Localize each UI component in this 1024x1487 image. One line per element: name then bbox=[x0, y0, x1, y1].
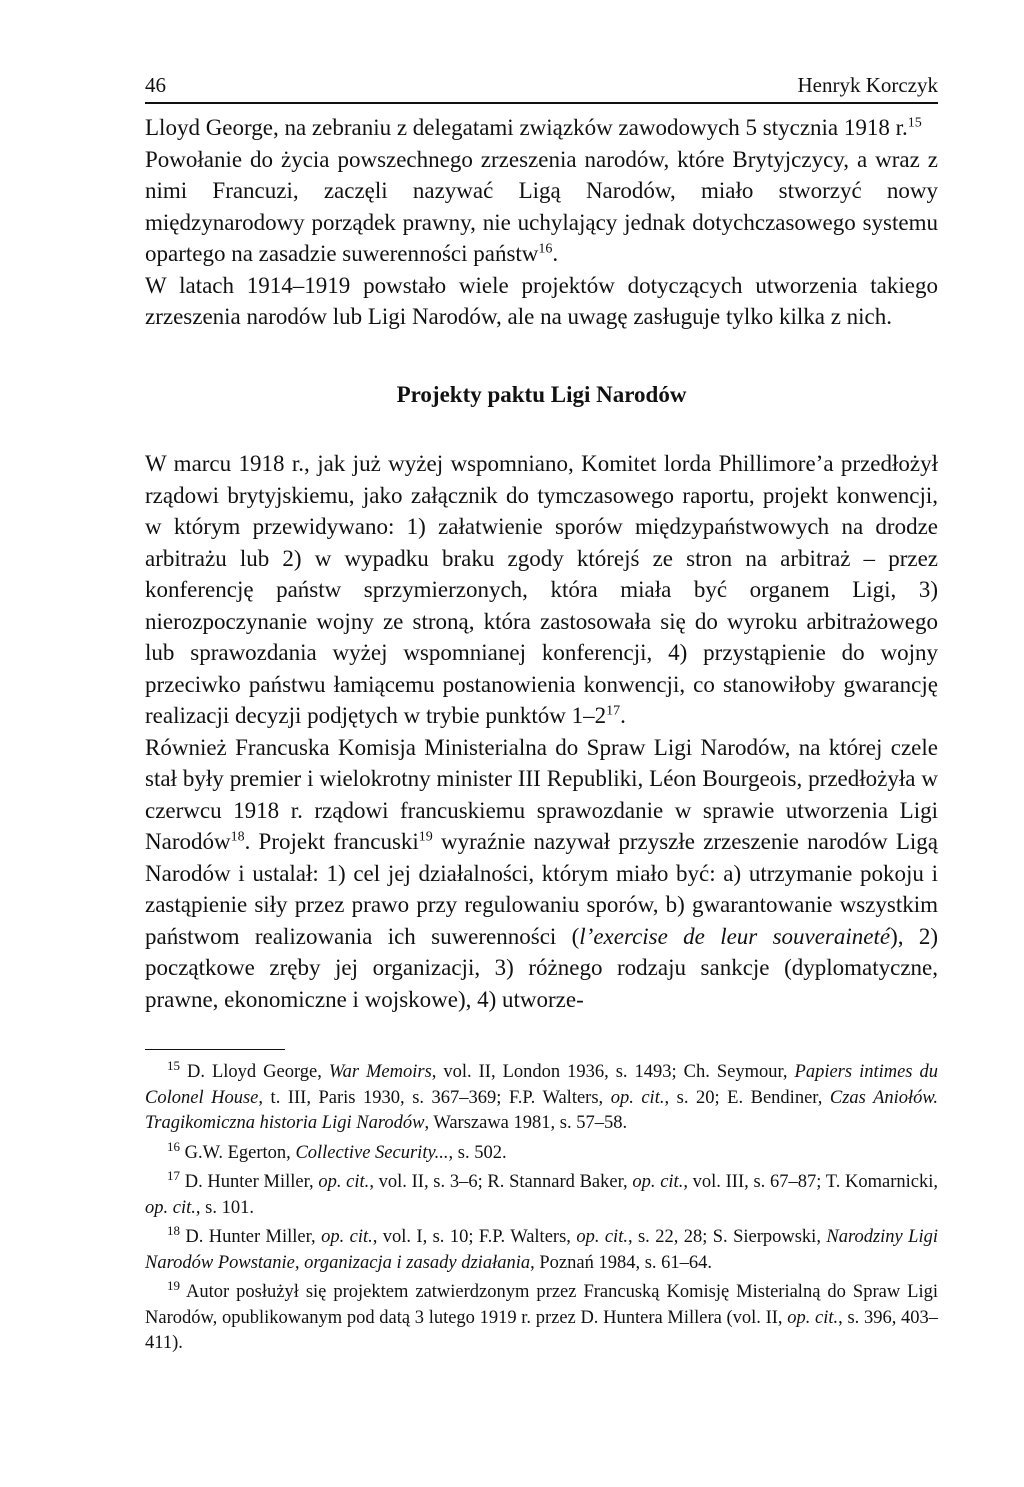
running-title: Henryk Korczyk bbox=[797, 73, 938, 97]
footnote-italic: Narodziny Ligi Narodów Powstanie, organizacja i zasady działania bbox=[145, 1227, 938, 1273]
footnote-text: , s. 101. bbox=[195, 1197, 254, 1218]
footnote-italic: Collective Security... bbox=[295, 1142, 449, 1163]
footnote-italic: op. cit. bbox=[576, 1227, 628, 1247]
page-number: 46 bbox=[145, 73, 166, 97]
footnote-text: , t. III, Paris 1930, s. 367–369; F.P. Walters, bbox=[258, 1087, 611, 1108]
footnote-number: 17 bbox=[167, 1167, 180, 1183]
footnote-number: 15 bbox=[167, 1057, 180, 1073]
footnote-text: , vol. III, s. 67–87; T. Komarnicki, bbox=[683, 1172, 939, 1192]
footnote bbox=[145, 1138, 938, 1167]
paragraph-text: . Projekt francuski bbox=[244, 829, 419, 854]
footnote-ref: 19 bbox=[418, 829, 433, 845]
italic-phrase: l’exercise de leur souveraineté bbox=[579, 923, 891, 949]
main-text bbox=[145, 112, 938, 1015]
paragraph bbox=[145, 732, 938, 1016]
footnote-italic: Papiers intimes du Colonel House bbox=[145, 1062, 938, 1108]
footnote-italic: op. cit. bbox=[145, 1197, 196, 1218]
footnote-number: 19 bbox=[167, 1277, 180, 1293]
footnote-text: , Poznań 1984, s. 61–64. bbox=[530, 1252, 713, 1273]
footnote-ref: 18 bbox=[230, 829, 245, 845]
footnote-text: , vol. II, London 1936, s. 1493; Ch. Seymour, bbox=[431, 1062, 795, 1082]
footnote-separator bbox=[145, 1049, 285, 1050]
footnote-text: , Warszawa 1981, s. 57–58. bbox=[424, 1113, 628, 1133]
footnote-number: 16 bbox=[167, 1138, 180, 1154]
running-header bbox=[145, 72, 938, 104]
footnote bbox=[145, 1057, 938, 1137]
footnote-text: G.W. Egerton, bbox=[184, 1142, 296, 1163]
paragraph bbox=[145, 144, 938, 270]
footnote-italic: War Memoirs bbox=[328, 1062, 432, 1082]
footnote-text: Autor posłużył się projektem zatwierdzonym przez Francuską Komisję Misterialną do Spraw Ligi Narodów, opublikowanym pod datą 3 lutego 1919 r. przez D. Huntera Millera (vol. II, bbox=[145, 1282, 939, 1328]
footnote-italic: op. cit. bbox=[318, 1172, 370, 1192]
footnote-italic: op. cit. bbox=[321, 1227, 373, 1247]
paragraph-text: Lloyd George, na zebraniu z delegatami związków zawodowych 5 stycznia 1918 r. bbox=[145, 115, 908, 140]
footnote-text: , vol. I, s. 10; F.P. Walters, bbox=[372, 1227, 577, 1247]
footnote-text: , s. 22, 28; S. Sierpowski, bbox=[627, 1227, 827, 1247]
footnote-text: , s. 502. bbox=[448, 1142, 507, 1163]
paragraph-text: . bbox=[620, 703, 626, 728]
footnote-text: D. Hunter Miller, bbox=[184, 1172, 319, 1192]
footnote-text: , vol. II, s. 3–6; R. Stannard Baker, bbox=[369, 1172, 633, 1192]
footnote-number: 18 bbox=[167, 1222, 180, 1238]
paragraph-text: W latach 1914–1919 powstało wiele projektów dotyczących utworzenia takiego zrzeszenia narodów lub Ligi Narodów, ale na uwagę zasługuje tylko kilka z nich. bbox=[145, 272, 938, 329]
footnote-italic: Czas Aniołów. Tragikomiczna historia Ligi Narodów bbox=[145, 1087, 938, 1133]
footnote bbox=[145, 1277, 939, 1357]
paragraph-text: . bbox=[552, 241, 559, 266]
footnote-ref: 16 bbox=[538, 241, 553, 257]
footnote-text: , s. 20; E. Bendiner, bbox=[664, 1087, 830, 1108]
document-page bbox=[145, 72, 938, 1361]
footnote-text: D. Hunter Miller, bbox=[185, 1227, 322, 1247]
footnote-ref: 15 bbox=[907, 115, 922, 131]
paragraph-text: Również Francuska Komisja Ministerialna do Spraw Ligi Narodów, na której czele stał były premier i wielokrotny minister III Republiki, Léon Bourgeois, przedłożyła w czerwcu 1918 r. rządowi francuskiemu sprawozdanie w sprawie utworzenia Ligi Narodów bbox=[145, 734, 938, 854]
footnote bbox=[145, 1222, 938, 1276]
footnote-text: , s. 396, 403–411). bbox=[145, 1307, 938, 1353]
paragraph-text: Powołanie do życia powszechnego zrzeszenia narodów, które Brytyjczycy, a wraz z nimi Francuzi, zaczęli nazywać Ligą Narodów, miało stworzyć nowy międzynarodowy porządek prawny, nie uchylający jednak dotychczasowego systemu opartego na zasadzie suwerenności państw bbox=[145, 146, 938, 266]
paragraph-text: ), 2) początkowe zręby jej organizacji, 3) różnego rodzaju sankcje (dyplomatyczne, prawne, ekonomiczne i wojskowe), 4) utworze- bbox=[145, 923, 938, 1012]
footnote bbox=[145, 1167, 939, 1221]
section-heading: Projekty paktu Ligi Narodów bbox=[396, 381, 687, 407]
paragraph-text: wyraźnie nazywał przyszłe zrzeszenie narodów Ligą Narodów i ustalał: 1) cel jej działalności, którym miało być: a) utrzymanie pokoju i zastąpienie siły przez prawo przy regulowaniu sporów, b) gwarantowanie wszystkim państwom realizowania ich suwerenności ( bbox=[145, 829, 938, 949]
footnote-ref: 17 bbox=[606, 703, 621, 719]
paragraph bbox=[145, 448, 938, 732]
footnotes bbox=[145, 1057, 939, 1357]
footnote-italic: op. cit. bbox=[787, 1307, 839, 1328]
footnote-text: D. Lloyd George, bbox=[186, 1062, 329, 1082]
footnote-italic: op. cit. bbox=[610, 1087, 665, 1108]
paragraph-text: W marcu 1918 r., jak już wyżej wspomniano, Komitet lorda Phillimore’a przedłożył rządowi brytyjskiemu, jako załącznik do tymczasowego raportu, projekt konwencji, w którym przewidywano: 1) załatwienie sporów międzypaństwowych na drodze arbitrażu lub 2) w wypadku braku zgody którejś ze stron na arbitraż – przez konferencję państw sprzymierzonych, która miała być organem Ligi, 3) nierozpoczynanie wojny ze stroną, która zastosowała się do wyroku arbitrażowego lub sprawozdania wyżej wspomnianej konferencji, 4) przystąpienie do wojny przeciwko państwu łamiącemu postanowienia konwencji, co stanowiłoby gwarancję realizacji decyzji podjętych w trybie punktów 1–2 bbox=[145, 451, 938, 728]
footnote-italic: op. cit. bbox=[632, 1172, 684, 1192]
paragraph bbox=[145, 112, 938, 144]
paragraph bbox=[145, 270, 938, 333]
